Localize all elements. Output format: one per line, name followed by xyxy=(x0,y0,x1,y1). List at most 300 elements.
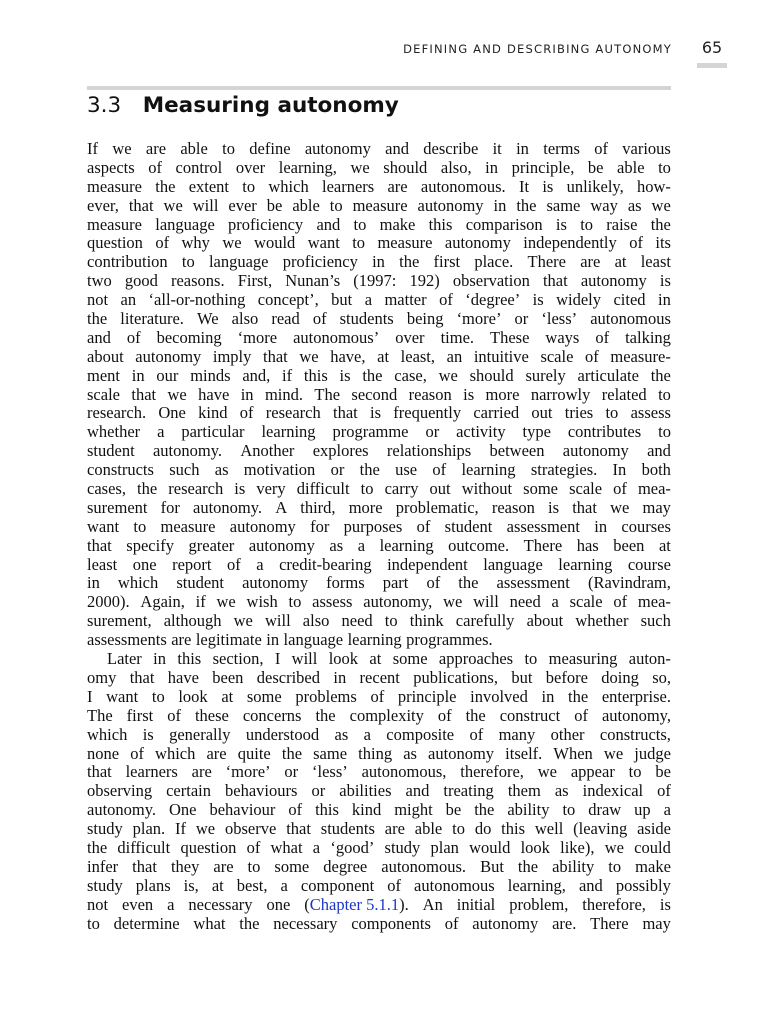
word: behaviour xyxy=(209,801,276,820)
word: other xyxy=(550,725,585,744)
word: the xyxy=(87,838,108,857)
word: in xyxy=(594,517,608,536)
word: carried xyxy=(473,404,520,423)
word: learning, xyxy=(278,158,337,177)
word: The xyxy=(87,706,113,725)
word: to xyxy=(452,820,465,839)
word: to xyxy=(605,404,619,423)
word: would xyxy=(469,838,511,857)
word: we xyxy=(222,234,242,253)
word: explores xyxy=(312,442,369,461)
word: components xyxy=(351,914,431,933)
word: is xyxy=(339,366,351,385)
word: tries xyxy=(564,404,594,423)
text-line xyxy=(87,386,671,405)
word: able xyxy=(414,820,443,839)
word: 2000). xyxy=(87,593,130,612)
word: is xyxy=(548,498,560,517)
word: reason xyxy=(491,498,535,517)
word: (Ravindram, xyxy=(587,574,671,593)
word: (1997: xyxy=(353,272,397,291)
word: autonomy xyxy=(562,442,629,461)
word: (leaving xyxy=(573,820,628,839)
word: we xyxy=(233,612,253,631)
word: autonomy, xyxy=(601,706,671,725)
word: narrowly xyxy=(530,385,591,404)
word: principle xyxy=(397,687,457,706)
page-number-tab xyxy=(697,63,727,68)
text-line xyxy=(87,858,671,877)
word: of xyxy=(226,555,241,574)
word: for xyxy=(160,498,180,517)
word: look xyxy=(328,650,359,669)
word: of xyxy=(312,310,327,329)
section-title: Measuring autonomy xyxy=(142,93,399,118)
word: we xyxy=(603,744,624,763)
word: proficiency xyxy=(282,253,358,272)
word: what xyxy=(193,914,226,933)
word: least xyxy=(87,555,118,574)
word: or xyxy=(425,423,440,442)
word: ‘good’ xyxy=(330,838,375,857)
word: of xyxy=(155,234,170,253)
word: way xyxy=(590,196,618,215)
word: of xyxy=(426,574,441,593)
word: scale xyxy=(540,347,574,366)
word: without xyxy=(461,480,513,499)
word: of xyxy=(613,593,628,612)
word: is xyxy=(659,895,671,914)
word: two xyxy=(87,272,112,291)
word: kind xyxy=(351,801,382,820)
word: courses xyxy=(621,517,671,536)
text-line xyxy=(87,574,671,593)
word: as xyxy=(334,725,349,744)
word: learning xyxy=(261,423,316,442)
word: to xyxy=(524,650,538,669)
word: When xyxy=(553,744,593,763)
word: involved xyxy=(470,687,528,706)
word: possibly xyxy=(615,876,671,895)
word: draw xyxy=(588,801,622,820)
word: make xyxy=(635,857,671,876)
word: greater xyxy=(188,536,235,555)
word: out xyxy=(531,404,553,423)
word: least xyxy=(640,253,671,272)
word: that xyxy=(128,196,154,215)
word: carefully xyxy=(455,612,515,631)
word: autonomy. xyxy=(87,801,157,820)
word: learners xyxy=(125,763,178,782)
word: are xyxy=(206,744,227,763)
word: able xyxy=(292,196,320,215)
word: imply xyxy=(212,347,252,366)
word: autonomy. xyxy=(193,498,263,517)
word: in xyxy=(493,196,507,215)
word: reasons. xyxy=(170,272,225,291)
word: the xyxy=(568,687,589,706)
word: will xyxy=(264,612,291,631)
text-line xyxy=(87,820,671,839)
word: and xyxy=(405,782,430,801)
word: if xyxy=(195,593,206,612)
word: An xyxy=(422,895,443,914)
word: are xyxy=(213,857,234,876)
word: purposes xyxy=(343,517,403,536)
body-text xyxy=(87,140,671,933)
word: programme xyxy=(332,423,409,442)
word: to xyxy=(562,801,576,820)
word: publications, xyxy=(413,668,498,687)
word: section, xyxy=(212,650,264,669)
word: relationships xyxy=(386,442,472,461)
word: course xyxy=(627,555,671,574)
word: learning xyxy=(379,536,434,555)
word: need xyxy=(341,612,373,631)
word: matter xyxy=(384,291,427,310)
word: principle, xyxy=(511,158,575,177)
word: difficult xyxy=(296,480,350,499)
word: various xyxy=(622,140,671,158)
word: 192) xyxy=(409,272,440,291)
word: as xyxy=(329,536,344,555)
word: I xyxy=(274,650,281,669)
word: third, xyxy=(300,498,336,517)
word: our xyxy=(156,366,179,385)
word: indexical xyxy=(582,782,644,801)
word: recent xyxy=(359,668,400,687)
word: autonomous. xyxy=(381,857,467,876)
word: autonomy xyxy=(242,574,309,593)
word: at xyxy=(211,876,224,895)
word: mind. xyxy=(264,385,303,404)
word: Another xyxy=(240,442,295,461)
text-line xyxy=(87,745,671,764)
word: to xyxy=(222,140,235,158)
word: autonomous’ xyxy=(293,328,380,347)
word: second xyxy=(351,385,398,404)
word: abilities xyxy=(339,782,392,801)
word: surement, xyxy=(87,612,152,631)
word: to xyxy=(360,480,374,499)
word: time. xyxy=(440,328,475,347)
word: same xyxy=(313,744,348,763)
word: the xyxy=(465,706,486,725)
word: initial xyxy=(456,895,496,914)
word: Nunan’s xyxy=(285,272,341,291)
word: is xyxy=(463,385,475,404)
word: ‘more xyxy=(237,328,278,347)
word: which xyxy=(87,725,128,744)
word: student xyxy=(176,574,224,593)
word: to xyxy=(580,215,594,234)
word: outcome. xyxy=(448,536,510,555)
word: may xyxy=(642,914,671,933)
word: language xyxy=(483,555,543,574)
word: raise xyxy=(606,215,638,234)
word: to xyxy=(658,385,671,404)
word: is xyxy=(234,480,246,499)
word: a xyxy=(363,725,371,744)
word: many xyxy=(498,725,536,744)
word: and xyxy=(316,215,341,234)
word: the xyxy=(650,366,671,385)
word: to xyxy=(288,593,302,612)
word: which xyxy=(268,177,309,196)
word: plan xyxy=(430,838,459,857)
word: Later xyxy=(107,650,142,669)
word: measure xyxy=(160,517,216,536)
word: and xyxy=(647,442,671,461)
word: ‘less’ xyxy=(312,763,348,782)
text-line xyxy=(87,442,671,461)
word: which xyxy=(117,574,159,593)
word: and xyxy=(578,876,603,895)
word: look xyxy=(178,687,208,706)
text-line xyxy=(87,423,671,442)
word: this xyxy=(428,215,453,234)
word: measure xyxy=(87,215,142,234)
word: becoming xyxy=(156,328,222,347)
word: articulate xyxy=(577,366,639,385)
word: learning xyxy=(461,461,516,480)
word: in xyxy=(131,366,145,385)
word: describe xyxy=(423,140,479,158)
word: ‘less’ xyxy=(541,310,578,329)
word: of xyxy=(444,914,459,933)
text-line xyxy=(87,650,671,669)
word: do xyxy=(474,820,492,839)
word: independent xyxy=(387,555,468,574)
word: first xyxy=(433,253,461,272)
word: measure xyxy=(377,234,433,253)
word: one xyxy=(132,555,157,574)
word: out xyxy=(429,480,451,499)
word: enterprise. xyxy=(601,687,671,706)
word: intuitive xyxy=(473,347,529,366)
text-line xyxy=(87,461,671,480)
word: need xyxy=(509,593,541,612)
word: We xyxy=(197,310,219,329)
word: There xyxy=(527,253,566,272)
word: observing xyxy=(87,782,153,801)
word: in xyxy=(541,687,555,706)
word: of xyxy=(130,744,144,763)
word: understood xyxy=(245,725,320,744)
word: as xyxy=(403,744,417,763)
word: construct xyxy=(499,706,561,725)
word: least, xyxy=(400,347,436,366)
word: more xyxy=(348,498,383,517)
word: the xyxy=(399,253,420,272)
word: in xyxy=(333,668,347,687)
word: cases, xyxy=(87,480,126,499)
word: autonomy xyxy=(135,347,202,366)
word: problems xyxy=(295,687,357,706)
word: contribution xyxy=(87,253,168,272)
word: language xyxy=(208,253,269,272)
word: could xyxy=(634,838,671,857)
word: to xyxy=(329,196,343,215)
word: measure xyxy=(87,177,142,196)
word: A xyxy=(275,498,288,517)
word: a xyxy=(157,423,165,442)
word: how- xyxy=(637,177,671,196)
text-line xyxy=(87,140,671,159)
word: of xyxy=(239,404,254,423)
word: are. xyxy=(552,914,577,933)
chapter-link[interactable]: Chapter 5.1.1 xyxy=(309,895,400,914)
word: ever, xyxy=(87,196,119,215)
word: cited xyxy=(613,291,646,310)
word: we xyxy=(350,158,370,177)
word: such xyxy=(169,461,200,480)
word: place. xyxy=(474,253,514,272)
word: will xyxy=(291,650,318,669)
word: that xyxy=(286,820,311,839)
word: might xyxy=(394,801,433,820)
word: at xyxy=(658,536,671,555)
word: that xyxy=(129,668,155,687)
word: observation xyxy=(452,272,530,291)
word: necessary xyxy=(188,895,253,914)
word: research xyxy=(265,404,321,423)
word: students xyxy=(320,820,375,839)
word: are xyxy=(145,140,167,158)
word: ability xyxy=(552,857,595,876)
text-line xyxy=(87,329,671,348)
word: in xyxy=(657,291,671,310)
word: an xyxy=(120,291,137,310)
word: is xyxy=(370,404,382,423)
word: reason xyxy=(408,385,452,404)
running-head: DEFINING AND DESCRIBING AUTONOMY xyxy=(403,42,672,56)
word: in xyxy=(516,140,529,158)
word: which xyxy=(155,744,196,763)
word: has xyxy=(576,536,599,555)
word: a xyxy=(364,291,373,310)
word: think xyxy=(409,612,444,631)
section-heading xyxy=(87,93,399,118)
word: is xyxy=(542,177,554,196)
word: judge xyxy=(634,744,671,763)
word: able xyxy=(180,140,208,158)
word: is, xyxy=(183,876,199,895)
word: ever xyxy=(228,196,257,215)
word: that xyxy=(131,385,157,404)
word: degree xyxy=(323,857,368,876)
word: difficult xyxy=(117,838,171,857)
text-line xyxy=(87,518,671,537)
word: a xyxy=(256,555,264,574)
word: plan. xyxy=(132,820,166,839)
word: as xyxy=(554,782,569,801)
word: certain xyxy=(166,782,211,801)
word: specify xyxy=(126,536,174,555)
word: define xyxy=(249,140,291,158)
word: It xyxy=(518,177,530,196)
word: very xyxy=(256,480,286,499)
word: learning xyxy=(558,555,613,574)
word: programmes. xyxy=(406,631,493,650)
word: itself. xyxy=(505,744,543,763)
text-line xyxy=(87,707,671,726)
word: or xyxy=(284,763,299,782)
word: ‘all-or-nothing xyxy=(148,291,246,310)
word: if xyxy=(282,366,293,385)
word: part xyxy=(382,574,409,593)
word: scale xyxy=(87,385,120,404)
word: why xyxy=(181,234,210,253)
word: should xyxy=(469,366,514,385)
word: both xyxy=(641,461,671,480)
word: been xyxy=(212,668,244,687)
word: want xyxy=(307,234,340,253)
word: terms xyxy=(543,140,580,158)
text-line xyxy=(87,631,671,650)
text-line xyxy=(87,480,671,499)
text-line xyxy=(87,801,671,820)
text-line xyxy=(87,726,671,745)
word: assess xyxy=(630,404,671,423)
word: have, xyxy=(330,347,366,366)
word: question xyxy=(180,838,237,857)
word: kind xyxy=(198,404,228,423)
word: necessary xyxy=(273,914,338,933)
word: it xyxy=(492,140,502,158)
word: one xyxy=(266,895,291,914)
word: But xyxy=(480,857,504,876)
word: so, xyxy=(652,668,671,687)
text-line xyxy=(87,537,671,556)
word: autonomy xyxy=(444,234,511,253)
word: wish xyxy=(246,593,278,612)
text-line xyxy=(87,253,671,272)
word: autonomy xyxy=(417,196,484,215)
word: the xyxy=(516,196,537,215)
word: language xyxy=(155,215,215,234)
word: I xyxy=(87,687,93,706)
word: to xyxy=(133,517,147,536)
word: constructs, xyxy=(599,725,671,744)
word: would xyxy=(254,234,296,253)
word: a xyxy=(663,801,671,820)
word: learners xyxy=(321,177,375,196)
word: to xyxy=(247,857,261,876)
word: we xyxy=(443,593,463,612)
text-line xyxy=(87,404,671,423)
word: of xyxy=(574,706,588,725)
word: that xyxy=(87,536,112,555)
word: ‘degree’ xyxy=(465,291,521,310)
word: autonomy. xyxy=(152,442,223,461)
word: to xyxy=(352,234,366,253)
word: to xyxy=(384,612,398,631)
word: If xyxy=(175,820,187,839)
word: of xyxy=(437,706,452,725)
word: The xyxy=(314,385,341,404)
word: an xyxy=(446,347,463,366)
word: are xyxy=(580,253,601,272)
word: generally xyxy=(169,725,231,744)
word: of xyxy=(595,328,610,347)
word: or xyxy=(311,782,326,801)
word: assessment xyxy=(496,574,570,593)
text-line xyxy=(87,197,671,216)
word: component xyxy=(300,876,375,895)
word: even xyxy=(122,895,154,914)
word: a xyxy=(357,536,366,555)
